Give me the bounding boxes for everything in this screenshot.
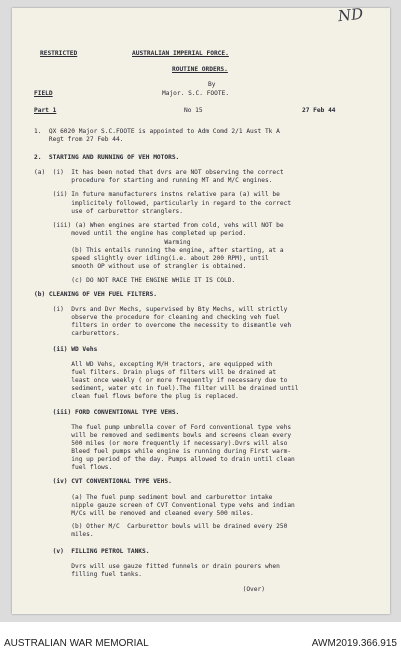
- body-line: (Over): [34, 586, 265, 593]
- body-line: All WD Vehs, excepting M/H tractors, are equipped with: [34, 361, 273, 368]
- body-line: (b) This entails running the engine, after starting, at a: [34, 247, 284, 254]
- body-line: (b) CLEANING OF VEH FUEL FILTERS.: [34, 291, 157, 298]
- body-line: (ii) In future manufacturers instns relative para (a) will be: [34, 191, 280, 198]
- body-line: (ii) WD Vehs: [34, 346, 98, 353]
- handwritten-mark: ND: [337, 4, 364, 26]
- order-date: 27 Feb 44: [302, 107, 336, 114]
- body-line: (iii) FORD CONVENTIONAL TYPE VEHS.: [34, 409, 180, 416]
- body-line: smooth OP without use of strangler is obtained.: [34, 263, 247, 270]
- by-label: By: [208, 81, 216, 88]
- body-line: filters in order to overcome the necessity to dismantle veh: [34, 322, 292, 329]
- body-line: carburettors.: [34, 330, 120, 337]
- author-line: Major. S.C. FOOTE.: [162, 90, 230, 97]
- part-label: Part 1: [34, 107, 57, 114]
- body-line: fuel filters. Drain plugs of filters will be drained at: [34, 369, 277, 376]
- footer-bar: [0, 622, 401, 653]
- body-line: fuel flows.: [34, 464, 113, 471]
- body-line: Dvrs will use gauze fitted funnels or drain pourers when: [34, 563, 280, 570]
- order-number: No 15: [184, 107, 203, 114]
- body-line: will be removed and sediments bowls and screens clean every: [34, 432, 292, 439]
- body-line: procedure for starting and running MT and M/C engines.: [34, 177, 273, 184]
- body-line: filling fuel tanks.: [34, 571, 143, 578]
- body-line: ing up period of the day. Pumps allowed to drain until clean: [34, 456, 295, 463]
- body-line: M/Cs will be removed and cleaned every 500 miles.: [34, 510, 254, 517]
- body-line: (a) (i) It has been noted that dvrs are NOT observing the correct: [34, 169, 284, 176]
- body-line: (b) Other M/C Carburettor bowls will be drained every 250: [34, 523, 288, 530]
- body-line: speed slightly over idling(i.e. about 200 RPM), until: [34, 255, 269, 262]
- body-line: 500 miles (or more frequently if necessary).Dvrs will also: [34, 440, 288, 447]
- body-line: miles.: [34, 531, 94, 538]
- body-line: Warming: [34, 239, 191, 246]
- body-line: clean fuel flows before the plug is replaced.: [34, 393, 239, 400]
- document-page: [12, 4, 390, 614]
- body-line: least once weekly ( or more frequently if necessary due to: [34, 377, 288, 384]
- body-line: Regt from 27 Feb 44.: [34, 136, 124, 143]
- document-subtitle: ROUTINE ORDERS.: [172, 66, 228, 73]
- body-line: observe the procedure for cleaning and checking veh fuel: [34, 314, 280, 321]
- body-line: 1. QX 6020 Major S.C.FOOTE is appointed to Adm Comd 2/1 Aust Tk A: [34, 128, 280, 135]
- body-line: (v) FILLING PETROL TANKS.: [34, 548, 150, 555]
- footer-accession-number: AWM2019.366.915: [311, 638, 397, 649]
- field-label: FIELD: [34, 90, 53, 97]
- body-line: 2. STARTING AND RUNNING OF VEH MOTORS.: [34, 154, 180, 161]
- document-title: AUSTRALIAN IMPERIAL FORCE.: [132, 50, 229, 57]
- body-line: (iv) CVT CONVENTIONAL TYPE VEHS.: [34, 478, 172, 485]
- body-line: moved until the engine has completed up period.: [34, 230, 247, 237]
- footer-institution: AUSTRALIAN WAR MEMORIAL: [4, 638, 149, 649]
- body-line: (i) Dvrs and Dvr Mechs, supervised by Bty Mechs, will strictly: [34, 306, 288, 313]
- classification-label: RESTRICTED: [40, 50, 78, 57]
- body-line: (a) The fuel pump sediment bowl and carburettor intake: [34, 494, 273, 501]
- body-line: (c) DO NOT RACE THE ENGINE WHILE IT IS COLD.: [34, 277, 236, 284]
- body-line: sediment, water etc in fuel).The filter will be drained until: [34, 385, 299, 392]
- body-line: Bleed fuel pumps while engine is running during First warm-: [34, 448, 292, 455]
- body-line: The fuel pump umbrella cover of Ford conventional type vehs: [34, 424, 292, 431]
- body-line: implicitely followed, particularly in regard to the correct: [34, 200, 292, 207]
- body-line: use of carburettor stranglers.: [34, 208, 184, 215]
- body-line: (iii) (a) When engines are started from cold, vehs will NOT be: [34, 222, 284, 229]
- body-line: nipple gauze screen of CVT Conventional type vehs and indian: [34, 502, 295, 509]
